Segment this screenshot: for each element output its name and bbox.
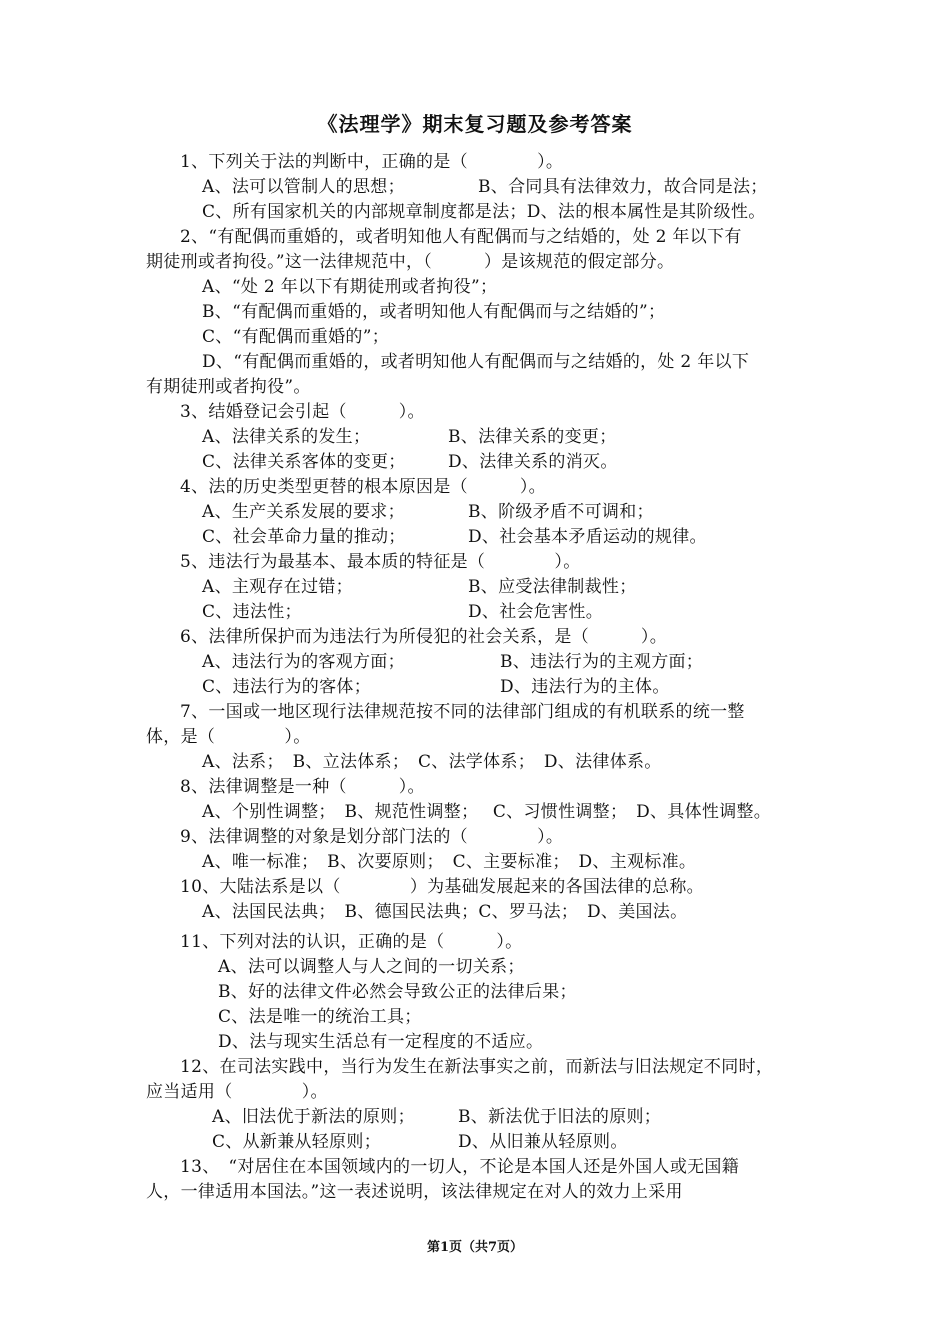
question-10-stem: 10、大陆法系是以（ ）为基础发展起来的各国法律的总称。 (180, 877, 704, 897)
question-3-stem: 3、结婚登记会引起（ ）。 (180, 402, 425, 422)
question-2-option-d-line-2: 有期徒刑或者拘役”。 (146, 377, 311, 397)
question-5-option-a: A、主观存在过错； (202, 577, 353, 597)
question-1-stem: 1、下列关于法的判断中，正确的是（ ）。 (180, 152, 564, 172)
page-footer: 第1页（共7页） (426, 1240, 524, 1255)
question-4-option-a: A、生产关系发展的要求； (202, 502, 405, 522)
question-2-option-b: B、“有配偶而重婚的，或者明知他人有配偶而与之结婚的”； (202, 302, 666, 322)
question-13-stem-line-1: 13、 “对居住在本国领域内的一切人，不论是本国人还是外国人或无国籍 (180, 1157, 740, 1177)
question-11-option-c: C、法是唯一的统治工具； (218, 1007, 422, 1027)
question-11-option-b: B、好的法律文件必然会导致公正的法律后果； (218, 982, 577, 1002)
question-5-option-c: C、违法性； (202, 602, 302, 622)
question-2-option-a: A、“处 2 年以下有期徒刑或者拘役”； (202, 277, 498, 297)
question-2-stem-line-1: 2、“有配偶而重婚的，或者明知他人有配偶而与之结婚的，处 2 年以下有 (180, 227, 742, 247)
question-6-option-d: D、违法行为的主体。 (500, 677, 670, 697)
question-11-stem: 11、下列对法的认识，正确的是（ ）。 (180, 932, 523, 952)
question-11-option-d: D、法与现实生活总有一定程度的不适应。 (218, 1032, 544, 1052)
question-8-options: A、个别性调整； B、规范性调整； C、习惯性调整； D、具体性调整。 (202, 802, 772, 822)
question-5-stem: 5、违法行为最基本、最本质的特征是（ ）。 (180, 552, 581, 572)
question-13-stem-line-2: 人，一律适用本国法。”这一表述说明，该法律规定在对人的效力上采用 (146, 1182, 683, 1202)
question-5-option-d: D、社会危害性。 (468, 602, 604, 622)
question-9-options: A、唯一标准； B、次要原则； C、主要标准； D、主观标准。 (202, 852, 697, 872)
question-3-option-a: A、法律关系的发生； (202, 427, 371, 447)
question-11-option-a: A、法可以调整人与人之间的一切关系； (218, 957, 525, 977)
question-6-option-a: A、违法行为的客观方面； (202, 652, 405, 672)
question-4-option-c: C、社会革命力量的推动； (202, 527, 406, 547)
question-4-option-b: B、阶级矛盾不可调和； (468, 502, 654, 522)
question-2-option-c: C、“有配偶而重婚的”； (202, 327, 389, 347)
question-6-stem: 6、法律所保护而为违法行为所侵犯的社会关系，是（ ）。 (180, 627, 668, 647)
question-1-option-b: B、合同具有法律效力，故合同是法； (478, 177, 768, 197)
question-9-stem: 9、法律调整的对象是划分部门法的（ ）。 (180, 827, 564, 847)
question-2-stem-line-2: 期徒刑或者拘役。”这一法律规范中，（ ）是该规范的假定部分。 (146, 252, 675, 272)
question-6-option-c: C、违法行为的客体； (202, 677, 372, 697)
question-6-option-b: B、违法行为的主观方面； (500, 652, 704, 672)
question-1-options-cd: C、所有国家机关的内部规章制度都是法；D、法的根本属性是其阶级性。 (202, 202, 766, 222)
question-7-stem-line-2: 体，是（ ）。 (146, 727, 311, 747)
question-4-option-d: D、社会基本矛盾运动的规律。 (468, 527, 707, 547)
question-2-option-d-line-1: D、“有配偶而重婚的，或者明知他人有配偶而与之结婚的，处 2 年以下 (202, 352, 750, 372)
question-5-option-b: B、应受法律制裁性； (468, 577, 637, 597)
document-title: 《法理学》期末复习题及参考答案 (317, 112, 633, 136)
question-7-stem-line-1: 7、一国或一地区现行法律规范按不同的法律部门组成的有机联系的统一整 (180, 702, 745, 722)
question-8-stem: 8、法律调整是一种（ ）。 (180, 777, 425, 797)
question-12-option-c: C、从新兼从轻原则； (212, 1132, 382, 1152)
question-4-stem: 4、法的历史类型更替的根本原因是（ ）。 (180, 477, 546, 497)
question-3-option-d: D、法律关系的消灭。 (448, 452, 618, 472)
question-12-option-b: B、新法优于旧法的原则； (458, 1107, 662, 1127)
question-3-option-c: C、法律关系客体的变更； (202, 452, 406, 472)
question-3-option-b: B、法律关系的变更； (448, 427, 617, 447)
question-12-option-d: D、从旧兼从轻原则。 (458, 1132, 628, 1152)
question-12-option-a: A、旧法优于新法的原则； (212, 1107, 415, 1127)
question-10-options: A、法国民法典； B、德国民法典；C、罗马法； D、美国法。 (202, 902, 688, 922)
question-12-stem-line-2: 应当适用（ ）。 (146, 1082, 328, 1102)
question-7-options: A、法系； B、立法体系； C、法学体系； D、法律体系。 (202, 752, 662, 772)
question-12-stem-line-1: 12、在司法实践中，当行为发生在新法事实之前，而新法与旧法规定不同时， (180, 1057, 774, 1077)
question-1-option-a: A、法可以管制人的思想； (202, 177, 405, 197)
